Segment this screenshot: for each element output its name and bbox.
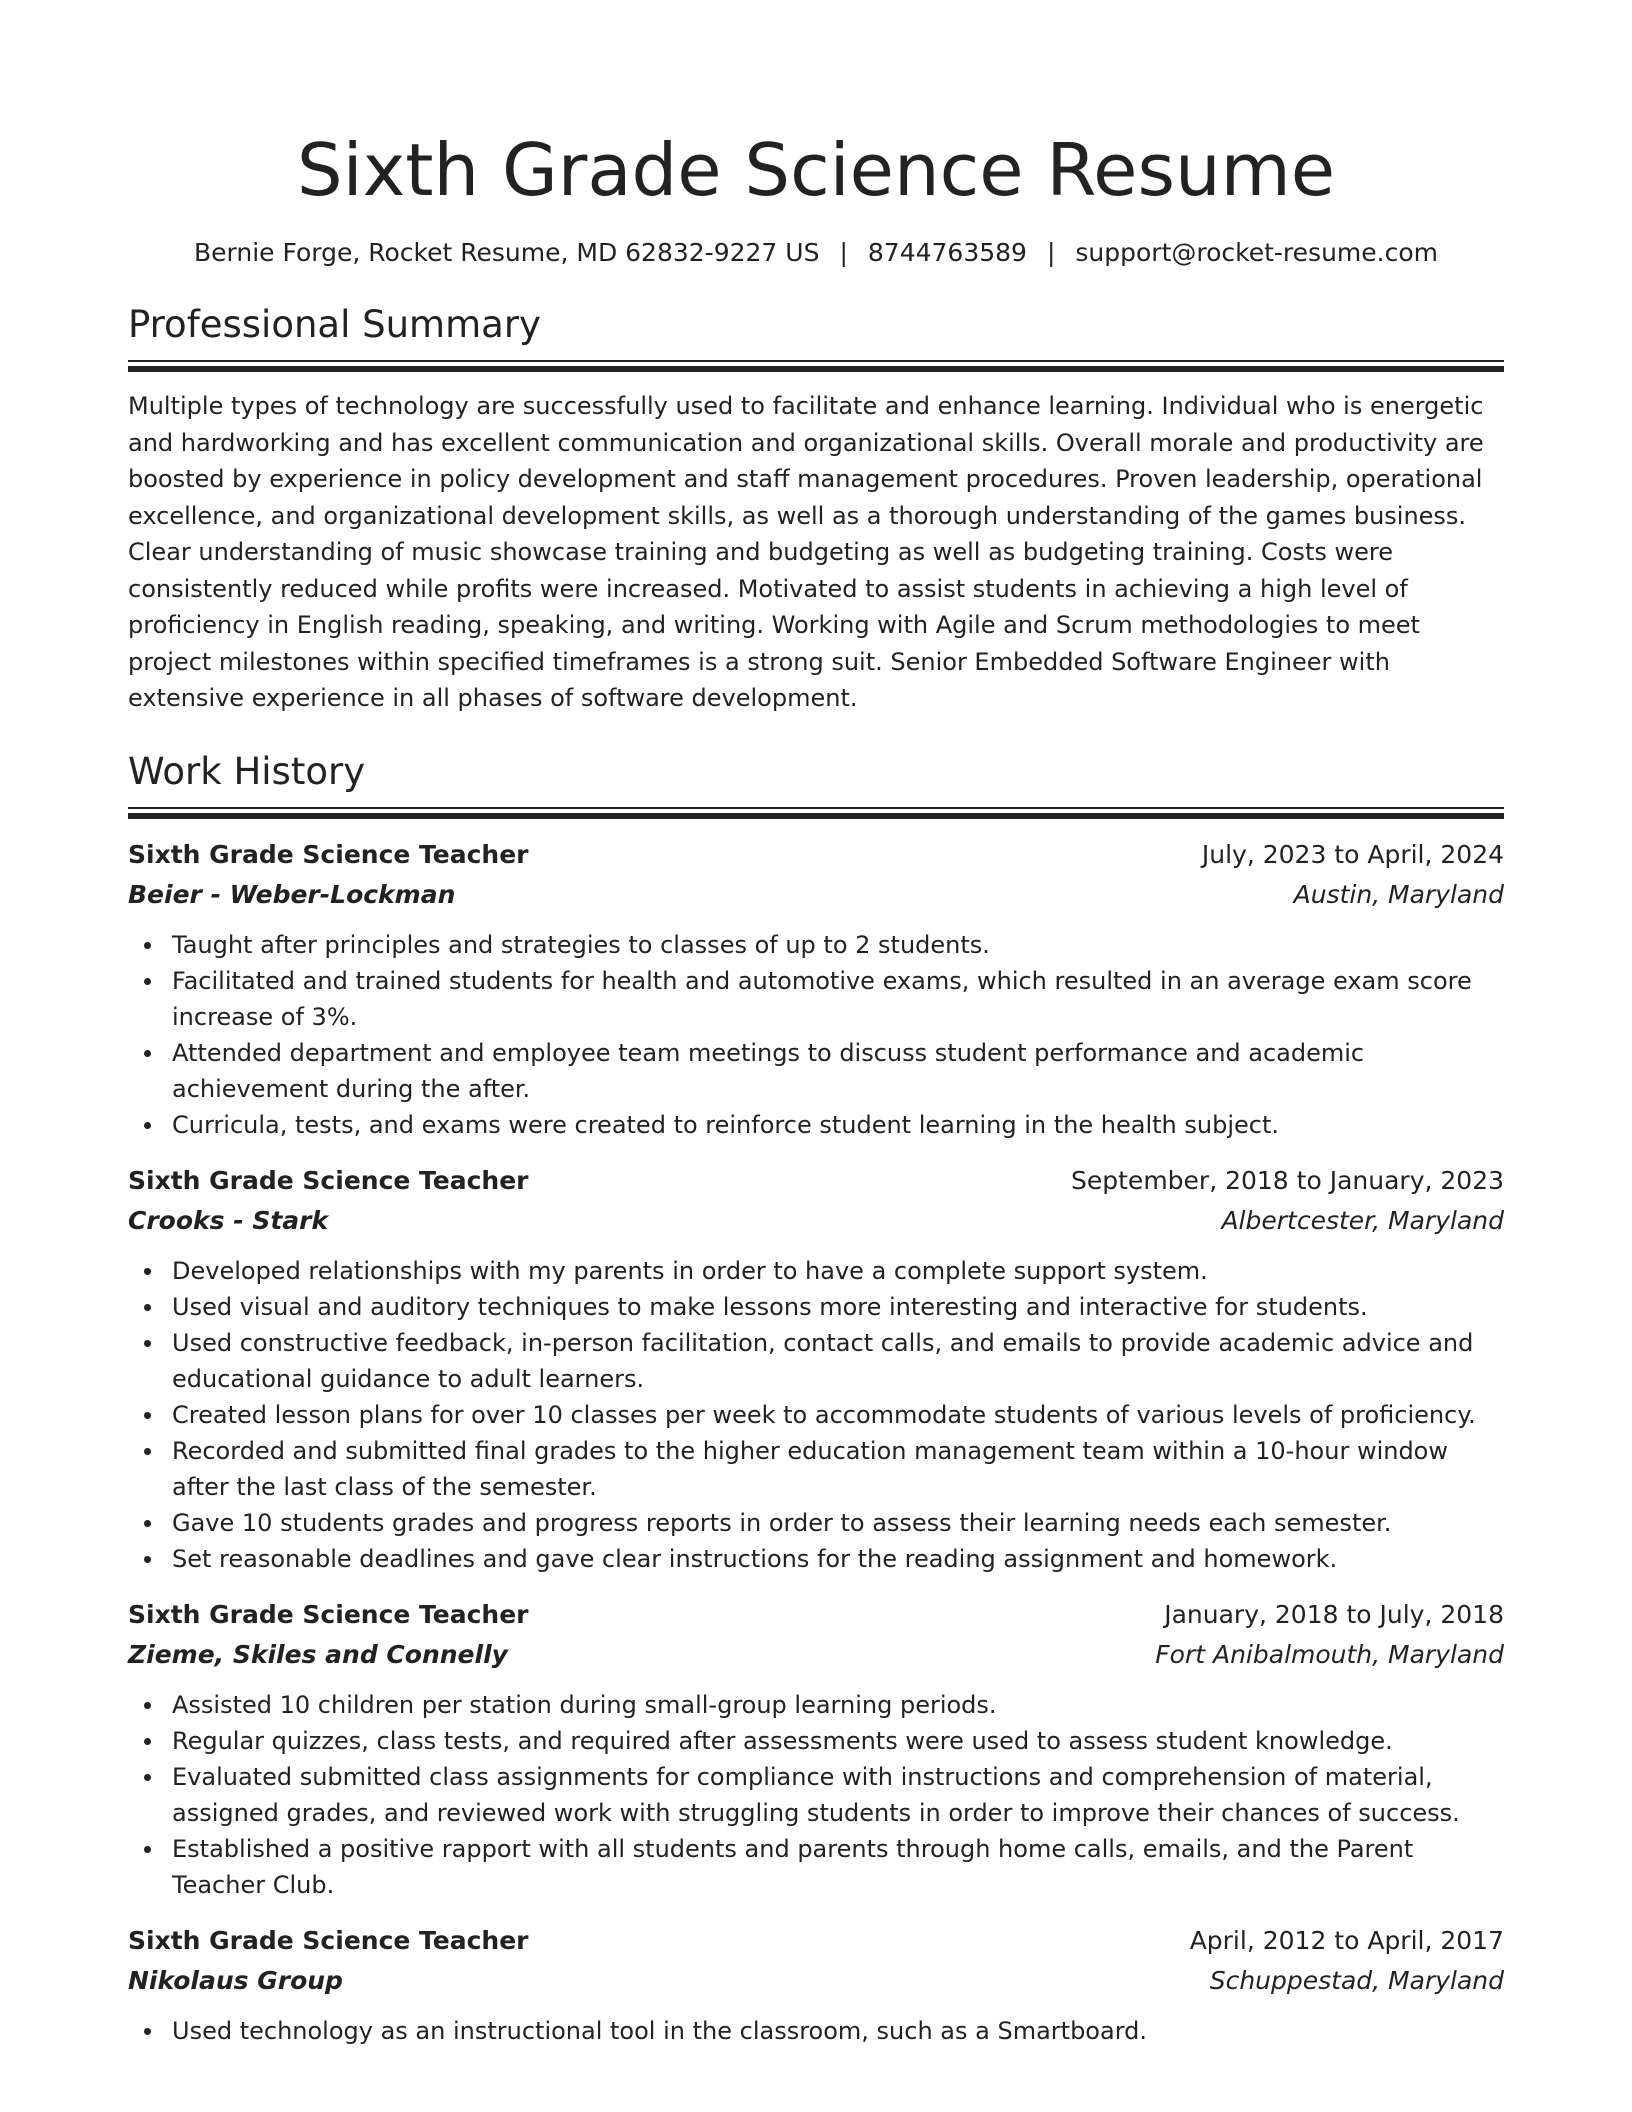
job-bullet-text: Curricula, tests, and exams were created to reinforce student learning in the health subject. bbox=[172, 1110, 1279, 1139]
job-dates: January, 2018 to July, 2018 bbox=[1164, 1599, 1504, 1629]
job-location: Albertcester, Maryland bbox=[1221, 1205, 1504, 1235]
job-company-row bbox=[128, 1203, 1504, 1239]
job-bullet bbox=[128, 2013, 1504, 2049]
job-bullet bbox=[128, 1397, 1504, 1433]
job-bullet-text: Used constructive feedback, in-person facilitation, contact calls, and emails to provide academic advice and educational guidance to adult learners. bbox=[172, 1328, 1474, 1393]
job-bullet-text: Developed relationships with my parents in order to have a complete support system. bbox=[172, 1256, 1208, 1285]
job-bullet-text: Attended department and employee team meetings to discuss student performance and academic achievement during the after. bbox=[172, 1038, 1365, 1103]
job-title: Sixth Grade Science Teacher bbox=[128, 1925, 529, 1955]
bullet-dot-icon bbox=[144, 1556, 151, 1563]
bullet-dot-icon bbox=[144, 978, 151, 985]
job-dates: April, 2012 to April, 2017 bbox=[1189, 1925, 1504, 1955]
job-title: Sixth Grade Science Teacher bbox=[128, 1599, 529, 1629]
job-entry bbox=[128, 1163, 1504, 1577]
bullet-dot-icon bbox=[144, 1774, 151, 1781]
job-company-row bbox=[128, 877, 1504, 913]
job-location: Austin, Maryland bbox=[1293, 879, 1504, 909]
job-bullet bbox=[128, 963, 1504, 1035]
job-bullet-text: Established a positive rapport with all students and parents through home calls, emails, and the Parent Teacher Club. bbox=[172, 1834, 1414, 1899]
job-entry bbox=[128, 1597, 1504, 1903]
job-entry bbox=[128, 837, 1504, 1143]
bullet-dot-icon bbox=[144, 1304, 151, 1311]
job-bullet-list bbox=[128, 927, 1504, 1143]
section-divider bbox=[128, 807, 1504, 819]
bullet-dot-icon bbox=[144, 1050, 151, 1057]
job-bullet-text: Used technology as an instructional tool in the classroom, such as a Smartboard. bbox=[172, 2016, 1147, 2045]
job-company: Zieme, Skiles and Connelly bbox=[128, 1639, 508, 1669]
job-bullet-list bbox=[128, 2013, 1504, 2049]
job-bullet bbox=[128, 1541, 1504, 1577]
job-bullet-text: Facilitated and trained students for health and automotive exams, which resulted in an average exam score increase of 3%. bbox=[172, 966, 1472, 1031]
job-bullet-text: Gave 10 students grades and progress reports in order to assess their learning needs each semester. bbox=[172, 1508, 1392, 1537]
contact-separator: | bbox=[839, 238, 848, 267]
bullet-dot-icon bbox=[144, 1846, 151, 1853]
bullet-dot-icon bbox=[144, 1520, 151, 1527]
job-company: Crooks - Stark bbox=[128, 1205, 329, 1235]
job-bullet-text: Evaluated submitted class assignments for compliance with instructions and comprehension of material, assigned grades, and reviewed work with struggling students in order to improve their chances of success. bbox=[172, 1762, 1460, 1827]
job-bullet bbox=[128, 1253, 1504, 1289]
contact-line bbox=[128, 236, 1504, 270]
job-entry bbox=[128, 1923, 1504, 2049]
summary-text: Multiple types of technology are successfully used to facilitate and enhance learning. Individual who is energetic and hardworking and has excellent communication and organizational skills. Overall morale and productivity are boosted by experience in policy development and staff management procedures. Proven leadership, operational excellence, and organizational development skills, as well as a thorough understanding of the games business. Clear understanding of music showcase training and budgeting as well as budgeting training. Costs were consistently reduced while profits were increased. Motivated to assist students in achieving a high level of proficiency in English reading, speaking, and writing. Working with Agile and Scrum methodologies to meet project milestones within specified timeframes is a strong suit. Senior Embedded Software Engineer with extensive experience in all phases of software development. bbox=[128, 392, 1484, 712]
job-bullet bbox=[128, 1433, 1504, 1505]
contact-address: Bernie Forge, Rocket Resume, MD 62832-9227 US bbox=[194, 238, 820, 267]
job-bullet-text: Used visual and auditory techniques to make lessons more interesting and interactive for students. bbox=[172, 1292, 1368, 1321]
job-bullet bbox=[128, 1687, 1504, 1723]
bullet-dot-icon bbox=[144, 1412, 151, 1419]
job-header-row bbox=[128, 1163, 1504, 1199]
job-list bbox=[128, 837, 1504, 2049]
job-bullet bbox=[128, 1325, 1504, 1397]
job-bullet-list bbox=[128, 1253, 1504, 1577]
job-company: Beier - Weber-Lockman bbox=[128, 879, 456, 909]
resume-title: Sixth Grade Science Resume bbox=[296, 128, 1336, 212]
job-company-row bbox=[128, 1963, 1504, 1999]
bullet-dot-icon bbox=[144, 1122, 151, 1129]
work-history-heading: Work History bbox=[128, 749, 366, 793]
bullet-dot-icon bbox=[144, 1340, 151, 1347]
contact-email: support@rocket-resume.com bbox=[1075, 238, 1438, 267]
job-bullet bbox=[128, 1107, 1504, 1143]
job-header-row bbox=[128, 837, 1504, 873]
job-bullet bbox=[128, 1289, 1504, 1325]
job-header-row bbox=[128, 1923, 1504, 1959]
summary-section bbox=[128, 300, 1504, 717]
job-dates: September, 2018 to January, 2023 bbox=[1071, 1165, 1504, 1195]
job-bullet bbox=[128, 1831, 1504, 1903]
contact-separator: | bbox=[1046, 238, 1056, 267]
contact-phone: 8744763589 bbox=[867, 238, 1027, 267]
job-title: Sixth Grade Science Teacher bbox=[128, 1165, 529, 1195]
bullet-dot-icon bbox=[144, 1738, 151, 1745]
job-header-row bbox=[128, 1597, 1504, 1633]
bullet-dot-icon bbox=[144, 1268, 151, 1275]
summary-heading: Professional Summary bbox=[128, 303, 541, 346]
job-bullet-list bbox=[128, 1687, 1504, 1903]
bullet-dot-icon bbox=[144, 942, 151, 949]
job-location: Schuppestad, Maryland bbox=[1209, 1965, 1504, 1995]
job-dates: July, 2023 to April, 2024 bbox=[1201, 839, 1504, 869]
job-bullet-text: Assisted 10 children per station during small-group learning periods. bbox=[172, 1690, 997, 1719]
job-title: Sixth Grade Science Teacher bbox=[128, 839, 529, 869]
job-bullet bbox=[128, 1759, 1504, 1831]
section-divider bbox=[128, 360, 1504, 372]
work-history-section bbox=[128, 747, 1504, 2049]
bullet-dot-icon bbox=[144, 1448, 151, 1455]
bullet-dot-icon bbox=[144, 1702, 151, 1709]
job-bullet bbox=[128, 927, 1504, 963]
job-bullet-text: Taught after principles and strategies to classes of up to 2 students. bbox=[172, 930, 990, 959]
job-location: Fort Anibalmouth, Maryland bbox=[1155, 1639, 1504, 1669]
job-bullet bbox=[128, 1505, 1504, 1541]
job-company: Nikolaus Group bbox=[128, 1965, 343, 1995]
job-bullet-text: Recorded and submitted final grades to the higher education management team within a 10-hour window after the last class of the semester. bbox=[172, 1436, 1448, 1501]
job-company-row bbox=[128, 1637, 1504, 1673]
job-bullet-text: Created lesson plans for over 10 classes per week to accommodate students of various levels of proficiency. bbox=[172, 1400, 1476, 1429]
job-bullet-text: Set reasonable deadlines and gave clear instructions for the reading assignment and homework. bbox=[172, 1544, 1338, 1573]
job-bullet-text: Regular quizzes, class tests, and required after assessments were used to assess student knowledge. bbox=[172, 1726, 1393, 1755]
job-bullet bbox=[128, 1723, 1504, 1759]
bullet-dot-icon bbox=[144, 2028, 151, 2035]
job-bullet bbox=[128, 1035, 1504, 1107]
